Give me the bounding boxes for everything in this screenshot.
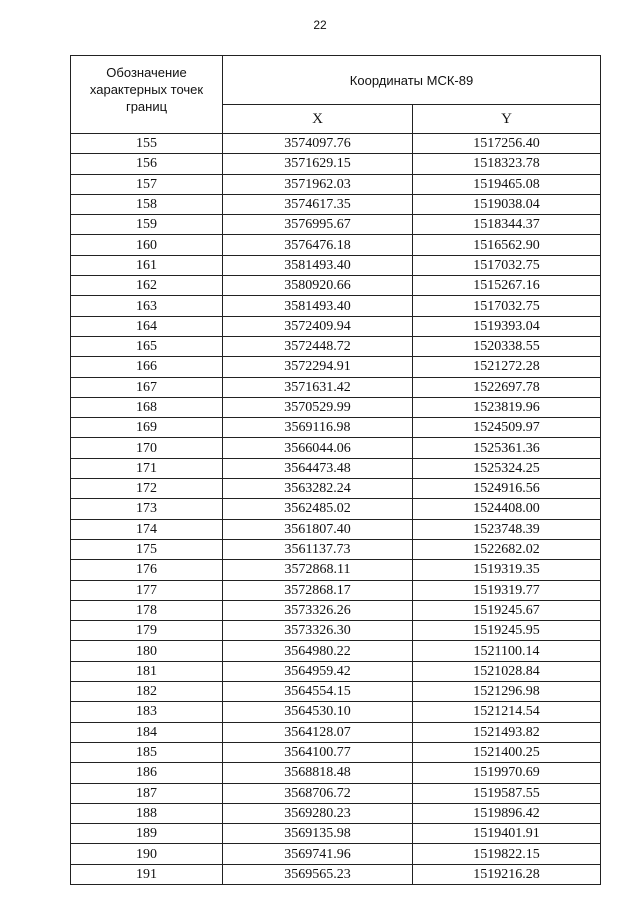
x-cell: 3564530.10 xyxy=(223,702,413,722)
point-cell: 160 xyxy=(71,235,223,255)
point-cell: 172 xyxy=(71,479,223,499)
y-cell: 1519216.28 xyxy=(413,864,601,884)
y-cell: 1521100.14 xyxy=(413,641,601,661)
x-cell: 3574617.35 xyxy=(223,194,413,214)
x-cell: 3576476.18 xyxy=(223,235,413,255)
y-cell: 1521028.84 xyxy=(413,661,601,681)
x-cell: 3576995.67 xyxy=(223,215,413,235)
y-cell: 1519319.77 xyxy=(413,580,601,600)
y-cell: 1523748.39 xyxy=(413,519,601,539)
y-cell: 1522682.02 xyxy=(413,539,601,559)
x-cell: 3562485.02 xyxy=(223,499,413,519)
point-cell: 156 xyxy=(71,154,223,174)
point-cell: 178 xyxy=(71,600,223,620)
y-cell: 1519970.69 xyxy=(413,763,601,783)
table-row xyxy=(71,479,601,499)
point-cell: 174 xyxy=(71,519,223,539)
x-cell: 3569741.96 xyxy=(223,844,413,864)
point-cell: 170 xyxy=(71,438,223,458)
x-cell: 3561137.73 xyxy=(223,539,413,559)
point-cell: 166 xyxy=(71,357,223,377)
point-cell: 185 xyxy=(71,742,223,762)
point-cell: 188 xyxy=(71,803,223,823)
y-cell: 1518323.78 xyxy=(413,154,601,174)
table-row xyxy=(71,864,601,884)
x-cell: 3564473.48 xyxy=(223,458,413,478)
y-cell: 1519038.04 xyxy=(413,194,601,214)
table-row xyxy=(71,357,601,377)
header-x: X xyxy=(223,105,413,134)
y-cell: 1517256.40 xyxy=(413,134,601,154)
point-cell: 162 xyxy=(71,276,223,296)
table-row xyxy=(71,621,601,641)
table-row xyxy=(71,661,601,681)
table-row xyxy=(71,560,601,580)
table-row xyxy=(71,722,601,742)
point-cell: 173 xyxy=(71,499,223,519)
y-cell: 1515267.16 xyxy=(413,276,601,296)
table-row xyxy=(71,438,601,458)
x-cell: 3569135.98 xyxy=(223,824,413,844)
point-cell: 190 xyxy=(71,844,223,864)
y-cell: 1518344.37 xyxy=(413,215,601,235)
x-cell: 3570529.99 xyxy=(223,397,413,417)
point-cell: 189 xyxy=(71,824,223,844)
table-row xyxy=(71,600,601,620)
table-row xyxy=(71,763,601,783)
point-cell: 175 xyxy=(71,539,223,559)
x-cell: 3564128.07 xyxy=(223,722,413,742)
point-cell: 161 xyxy=(71,255,223,275)
x-cell: 3563282.24 xyxy=(223,479,413,499)
y-cell: 1519393.04 xyxy=(413,316,601,336)
point-cell: 164 xyxy=(71,316,223,336)
y-cell: 1516562.90 xyxy=(413,235,601,255)
y-cell: 1521296.98 xyxy=(413,682,601,702)
point-cell: 191 xyxy=(71,864,223,884)
x-cell: 3581493.40 xyxy=(223,255,413,275)
table-row xyxy=(71,803,601,823)
table-row xyxy=(71,397,601,417)
table-row xyxy=(71,418,601,438)
y-cell: 1519465.08 xyxy=(413,174,601,194)
y-cell: 1523819.96 xyxy=(413,397,601,417)
table-row xyxy=(71,682,601,702)
x-cell: 3571962.03 xyxy=(223,174,413,194)
table-row xyxy=(71,154,601,174)
table-row xyxy=(71,255,601,275)
point-cell: 167 xyxy=(71,377,223,397)
coordinates-table xyxy=(70,55,601,885)
y-cell: 1519319.35 xyxy=(413,560,601,580)
y-cell: 1525324.25 xyxy=(413,458,601,478)
y-cell: 1519245.95 xyxy=(413,621,601,641)
point-cell: 157 xyxy=(71,174,223,194)
table-row xyxy=(71,458,601,478)
x-cell: 3573326.26 xyxy=(223,600,413,620)
table-row xyxy=(71,641,601,661)
table-row xyxy=(71,783,601,803)
table-row xyxy=(71,336,601,356)
x-cell: 3573326.30 xyxy=(223,621,413,641)
y-cell: 1519401.91 xyxy=(413,824,601,844)
page-number: 22 xyxy=(313,18,327,32)
point-cell: 180 xyxy=(71,641,223,661)
y-cell: 1524408.00 xyxy=(413,499,601,519)
y-cell: 1524509.97 xyxy=(413,418,601,438)
point-cell: 176 xyxy=(71,560,223,580)
y-cell: 1525361.36 xyxy=(413,438,601,458)
point-cell: 171 xyxy=(71,458,223,478)
header-coordinates: Координаты МСК-89 xyxy=(223,56,601,105)
table-row xyxy=(71,316,601,336)
table-row xyxy=(71,235,601,255)
y-cell: 1519822.15 xyxy=(413,844,601,864)
x-cell: 3571629.15 xyxy=(223,154,413,174)
table-row xyxy=(71,844,601,864)
point-cell: 159 xyxy=(71,215,223,235)
table-row xyxy=(71,174,601,194)
table-row xyxy=(71,377,601,397)
x-cell: 3581493.40 xyxy=(223,296,413,316)
y-cell: 1520338.55 xyxy=(413,336,601,356)
y-cell: 1517032.75 xyxy=(413,255,601,275)
x-cell: 3564980.22 xyxy=(223,641,413,661)
table-row xyxy=(71,742,601,762)
y-cell: 1522697.78 xyxy=(413,377,601,397)
point-cell: 158 xyxy=(71,194,223,214)
point-cell: 179 xyxy=(71,621,223,641)
table-row xyxy=(71,702,601,722)
table-row xyxy=(71,519,601,539)
point-cell: 163 xyxy=(71,296,223,316)
x-cell: 3569116.98 xyxy=(223,418,413,438)
point-cell: 183 xyxy=(71,702,223,722)
point-cell: 181 xyxy=(71,661,223,681)
x-cell: 3564554.15 xyxy=(223,682,413,702)
table-row xyxy=(71,134,601,154)
point-cell: 169 xyxy=(71,418,223,438)
table-row xyxy=(71,194,601,214)
x-cell: 3561807.40 xyxy=(223,519,413,539)
y-cell: 1517032.75 xyxy=(413,296,601,316)
point-cell: 177 xyxy=(71,580,223,600)
header-designation: Обозначение характерных точек границ xyxy=(71,56,223,134)
table-row xyxy=(71,824,601,844)
header-y: Y xyxy=(413,105,601,134)
point-cell: 168 xyxy=(71,397,223,417)
table-row xyxy=(71,499,601,519)
x-cell: 3568818.48 xyxy=(223,763,413,783)
table-row xyxy=(71,215,601,235)
y-cell: 1524916.56 xyxy=(413,479,601,499)
point-cell: 184 xyxy=(71,722,223,742)
y-cell: 1519896.42 xyxy=(413,803,601,823)
y-cell: 1519245.67 xyxy=(413,600,601,620)
x-cell: 3564100.77 xyxy=(223,742,413,762)
point-cell: 186 xyxy=(71,763,223,783)
point-cell: 182 xyxy=(71,682,223,702)
x-cell: 3574097.76 xyxy=(223,134,413,154)
x-cell: 3580920.66 xyxy=(223,276,413,296)
y-cell: 1521400.25 xyxy=(413,742,601,762)
x-cell: 3572868.17 xyxy=(223,580,413,600)
point-cell: 155 xyxy=(71,134,223,154)
y-cell: 1521493.82 xyxy=(413,722,601,742)
x-cell: 3569280.23 xyxy=(223,803,413,823)
x-cell: 3572448.72 xyxy=(223,336,413,356)
x-cell: 3571631.42 xyxy=(223,377,413,397)
y-cell: 1519587.55 xyxy=(413,783,601,803)
x-cell: 3566044.06 xyxy=(223,438,413,458)
table-row xyxy=(71,296,601,316)
x-cell: 3568706.72 xyxy=(223,783,413,803)
point-cell: 165 xyxy=(71,336,223,356)
y-cell: 1521214.54 xyxy=(413,702,601,722)
table-row xyxy=(71,539,601,559)
x-cell: 3569565.23 xyxy=(223,864,413,884)
y-cell: 1521272.28 xyxy=(413,357,601,377)
x-cell: 3572409.94 xyxy=(223,316,413,336)
table-row xyxy=(71,580,601,600)
point-cell: 187 xyxy=(71,783,223,803)
x-cell: 3572294.91 xyxy=(223,357,413,377)
table-row xyxy=(71,276,601,296)
x-cell: 3572868.11 xyxy=(223,560,413,580)
table-body xyxy=(71,134,601,885)
x-cell: 3564959.42 xyxy=(223,661,413,681)
